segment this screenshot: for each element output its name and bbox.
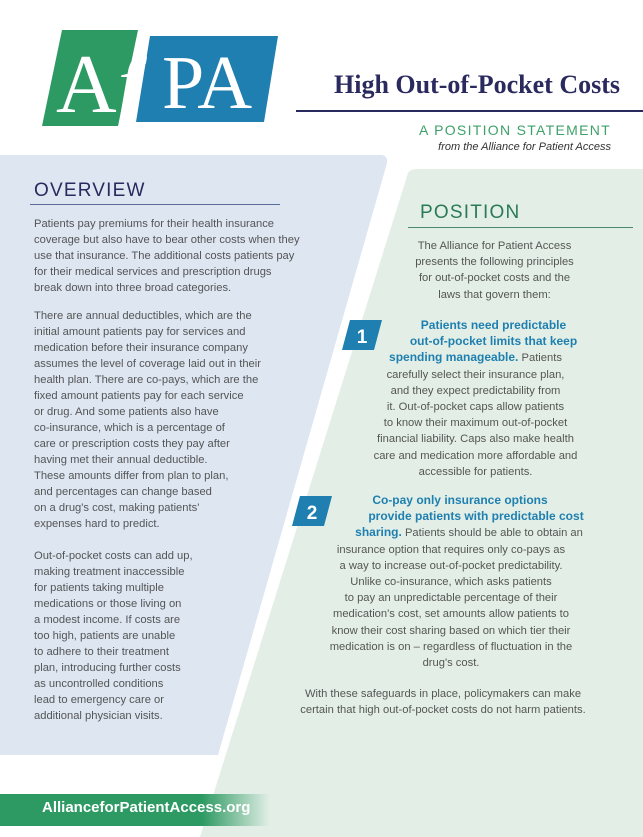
principle-2: Co-pay only insurance options provide patients with predictable cost sharing. Patients should be able to obtain an insurance option that requires only co-pays as a way to increase out-of-pocket predictability. Unlike co-insurance, which asks patients to pay an unpredictable percentage of their medication's cost, set amounts allow patients to know their cost sharing based on which tier their medication is on – regardless of fluctuation in the drug's cost.	[329, 493, 584, 670]
overview-paragraph-2: There are annual deductibles, which are the initial amount patients pay for services and medication before their insurance company assumes the level of coverage laid out in their health plan. There are co-pays, which are the fixed amount patients pay for each service or drug. And some patients also have co-insurance, which is a percentage of care or prescription costs they pay after having met their annual deductible. These amounts differ from plan to plan, and percentages can change based on a drug's cost, making patients' expenses hard to predict.	[34, 310, 261, 530]
title-divider	[296, 110, 643, 112]
overview-heading: OVERVIEW	[34, 180, 146, 201]
overview-paragraph-3: Out-of-pocket costs can add up, making treatment inaccessible for patients taking multiple medications or those living on a modest income. If costs are too high, patients are unable to adhere to their treatment plan, introducing further costs as uncontrolled conditions lead to emergency care or additional physician visits.	[34, 550, 193, 722]
position-heading: POSITION	[420, 202, 521, 223]
overview-divider	[30, 204, 280, 205]
from-line: from the Alliance for Patient Access	[438, 141, 611, 153]
logo-letters-pa: PA	[162, 41, 253, 125]
position-closing: With these safeguards in place, policymakers can make certain that high out-of-pocket costs do not harm patients.	[300, 688, 586, 717]
principle-1: Patients need predictable out-of-pocket limits that keep spending manageable. Patients carefully select their insurance plan, and they expect predictability from it. Out-of-pocket caps allow patients to know their maximum out-of-pocket financial liability. Caps also make health care and medication more affordable and accessible for patients.	[373, 318, 578, 478]
position-divider	[408, 227, 633, 228]
afpa-logo	[42, 30, 278, 126]
position-intro: The Alliance for Patient Access presents the following principles for out-of-pocket costs and the laws that govern them:	[415, 240, 574, 301]
svg-text:2: 2	[306, 503, 318, 524]
page-title: High Out-of-Pocket Costs	[334, 70, 620, 99]
overview-paragraph-1: Patients pay premiums for their health insurance coverage but also have to bear other costs when they use that insurance. The additional costs patients pay for their medical services and prescription drugs break down into three broad categories.	[34, 218, 300, 294]
logo-letter-a: A	[56, 38, 117, 126]
logo-letter-f: f	[118, 43, 139, 125]
svg-text:1: 1	[356, 327, 368, 348]
position-statement-label: A POSITION STATEMENT	[419, 122, 611, 138]
website-link[interactable]: AllianceforPatientAccess.org	[42, 799, 251, 816]
